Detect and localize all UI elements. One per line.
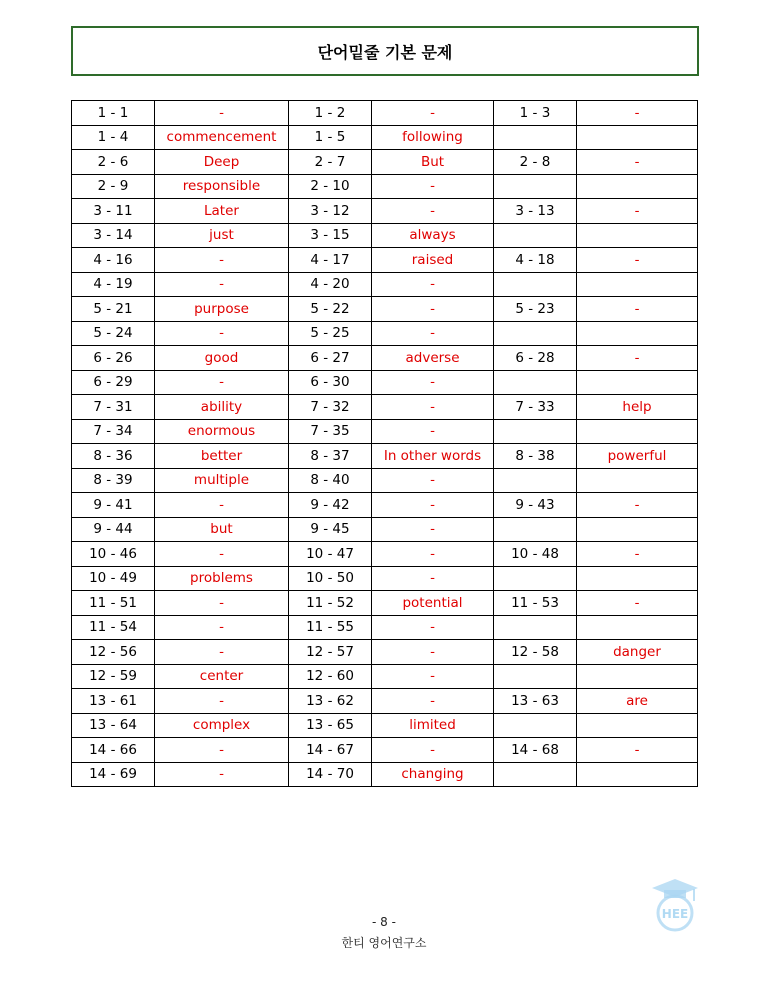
answer-cell <box>577 272 698 297</box>
answer-cell: Later <box>155 199 289 224</box>
answer-cell: - <box>577 542 698 567</box>
answer-cell <box>577 517 698 542</box>
answer-cell: - <box>372 640 494 665</box>
question-number-cell: 13 - 61 <box>72 689 155 714</box>
answer-cell: - <box>155 370 289 395</box>
answer-cell: limited <box>372 713 494 738</box>
question-number-cell: 7 - 35 <box>289 419 372 444</box>
answer-table <box>71 100 698 787</box>
answer-cell: ability <box>155 395 289 420</box>
answer-cell: - <box>155 321 289 346</box>
question-number-cell: 2 - 9 <box>72 174 155 199</box>
question-number-cell: 8 - 38 <box>494 444 577 469</box>
answer-cell <box>577 223 698 248</box>
answer-cell: - <box>155 591 289 616</box>
table-row <box>72 542 698 567</box>
question-number-cell: 3 - 13 <box>494 199 577 224</box>
answer-cell: good <box>155 346 289 371</box>
table-row <box>72 468 698 493</box>
answer-cell: - <box>577 199 698 224</box>
answer-cell: - <box>155 542 289 567</box>
question-number-cell: 5 - 25 <box>289 321 372 346</box>
question-number-cell: 9 - 43 <box>494 493 577 518</box>
answer-cell: changing <box>372 762 494 787</box>
table-row <box>72 517 698 542</box>
answer-cell <box>577 713 698 738</box>
answer-cell: - <box>155 101 289 126</box>
question-number-cell: 11 - 51 <box>72 591 155 616</box>
page-title-box <box>71 26 699 76</box>
question-number-cell <box>494 419 577 444</box>
question-number-cell: 12 - 56 <box>72 640 155 665</box>
question-number-cell: 14 - 69 <box>72 762 155 787</box>
question-number-cell: 1 - 2 <box>289 101 372 126</box>
answer-cell: adverse <box>372 346 494 371</box>
question-number-cell <box>494 321 577 346</box>
question-number-cell: 11 - 53 <box>494 591 577 616</box>
answer-cell: - <box>372 419 494 444</box>
question-number-cell <box>494 517 577 542</box>
question-number-cell: 5 - 23 <box>494 297 577 322</box>
question-number-cell: 2 - 7 <box>289 150 372 175</box>
answer-cell: - <box>155 738 289 763</box>
page-title: 단어밑줄 기본 문제 <box>317 42 453 62</box>
question-number-cell: 14 - 68 <box>494 738 577 763</box>
answer-cell: but <box>155 517 289 542</box>
answer-cell <box>577 762 698 787</box>
question-number-cell: 1 - 3 <box>494 101 577 126</box>
question-number-cell: 4 - 17 <box>289 248 372 273</box>
answer-cell <box>577 468 698 493</box>
question-number-cell: 6 - 28 <box>494 346 577 371</box>
answer-cell: - <box>372 517 494 542</box>
question-number-cell: 1 - 5 <box>289 125 372 150</box>
question-number-cell <box>494 468 577 493</box>
table-row <box>72 272 698 297</box>
question-number-cell: 2 - 8 <box>494 150 577 175</box>
question-number-cell: 1 - 4 <box>72 125 155 150</box>
question-number-cell: 3 - 11 <box>72 199 155 224</box>
answer-cell <box>577 174 698 199</box>
answer-cell: - <box>372 689 494 714</box>
question-number-cell <box>494 566 577 591</box>
table-row <box>72 370 698 395</box>
table-row <box>72 321 698 346</box>
question-number-cell: 2 - 10 <box>289 174 372 199</box>
answer-cell: In other words <box>372 444 494 469</box>
answer-cell: - <box>155 248 289 273</box>
question-number-cell: 6 - 30 <box>289 370 372 395</box>
answer-cell: - <box>155 493 289 518</box>
page-number: - 8 - <box>372 915 396 929</box>
answer-cell: - <box>372 297 494 322</box>
question-number-cell: 12 - 59 <box>72 664 155 689</box>
table-row <box>72 174 698 199</box>
question-number-cell <box>494 272 577 297</box>
question-number-cell <box>494 174 577 199</box>
answer-cell: - <box>155 640 289 665</box>
question-number-cell: 4 - 20 <box>289 272 372 297</box>
question-number-cell <box>494 125 577 150</box>
question-number-cell: 3 - 15 <box>289 223 372 248</box>
question-number-cell: 8 - 37 <box>289 444 372 469</box>
table-row <box>72 248 698 273</box>
table-row <box>72 738 698 763</box>
question-number-cell: 7 - 32 <box>289 395 372 420</box>
answer-cell: - <box>155 272 289 297</box>
answer-cell <box>577 615 698 640</box>
answer-cell: raised <box>372 248 494 273</box>
answer-cell: always <box>372 223 494 248</box>
question-number-cell: 3 - 14 <box>72 223 155 248</box>
question-number-cell <box>494 664 577 689</box>
table-row <box>72 150 698 175</box>
answer-cell: - <box>372 468 494 493</box>
answer-cell: danger <box>577 640 698 665</box>
question-number-cell: 1 - 1 <box>72 101 155 126</box>
question-number-cell: 11 - 54 <box>72 615 155 640</box>
question-number-cell: 11 - 52 <box>289 591 372 616</box>
question-number-cell: 6 - 27 <box>289 346 372 371</box>
answer-cell: powerful <box>577 444 698 469</box>
table-row <box>72 689 698 714</box>
question-number-cell: 10 - 49 <box>72 566 155 591</box>
answer-cell: help <box>577 395 698 420</box>
table-row <box>72 640 698 665</box>
answer-cell: - <box>577 101 698 126</box>
answer-cell <box>577 321 698 346</box>
answer-cell: - <box>372 738 494 763</box>
answer-cell: - <box>372 101 494 126</box>
question-number-cell: 2 - 6 <box>72 150 155 175</box>
answer-cell: Deep <box>155 150 289 175</box>
answer-cell: - <box>372 174 494 199</box>
answer-cell: are <box>577 689 698 714</box>
answer-cell: - <box>577 738 698 763</box>
question-number-cell <box>494 615 577 640</box>
question-number-cell: 4 - 19 <box>72 272 155 297</box>
answer-cell <box>577 125 698 150</box>
question-number-cell <box>494 762 577 787</box>
answer-cell: multiple <box>155 468 289 493</box>
answer-cell <box>577 566 698 591</box>
answer-cell <box>577 370 698 395</box>
question-number-cell: 5 - 24 <box>72 321 155 346</box>
question-number-cell: 3 - 12 <box>289 199 372 224</box>
answer-cell: - <box>372 272 494 297</box>
question-number-cell: 12 - 60 <box>289 664 372 689</box>
question-number-cell <box>494 370 577 395</box>
answer-cell: - <box>155 689 289 714</box>
answer-cell: problems <box>155 566 289 591</box>
question-number-cell: 5 - 22 <box>289 297 372 322</box>
question-number-cell: 11 - 55 <box>289 615 372 640</box>
question-number-cell <box>494 713 577 738</box>
question-number-cell: 13 - 62 <box>289 689 372 714</box>
answer-cell: following <box>372 125 494 150</box>
question-number-cell: 14 - 67 <box>289 738 372 763</box>
answer-cell: commencement <box>155 125 289 150</box>
answer-cell: complex <box>155 713 289 738</box>
answer-cell: just <box>155 223 289 248</box>
question-number-cell <box>494 223 577 248</box>
answer-cell: - <box>155 762 289 787</box>
question-number-cell: 7 - 34 <box>72 419 155 444</box>
table-row <box>72 615 698 640</box>
question-number-cell: 8 - 39 <box>72 468 155 493</box>
question-number-cell: 9 - 41 <box>72 493 155 518</box>
answer-cell: potential <box>372 591 494 616</box>
question-number-cell: 14 - 66 <box>72 738 155 763</box>
answer-cell <box>577 664 698 689</box>
answer-cell: - <box>372 664 494 689</box>
answer-cell: - <box>577 150 698 175</box>
table-row <box>72 125 698 150</box>
answer-cell: - <box>372 199 494 224</box>
question-number-cell: 7 - 33 <box>494 395 577 420</box>
table-row <box>72 591 698 616</box>
answer-cell <box>577 419 698 444</box>
table-row <box>72 493 698 518</box>
answer-cell: But <box>372 150 494 175</box>
question-number-cell: 10 - 48 <box>494 542 577 567</box>
question-number-cell: 4 - 16 <box>72 248 155 273</box>
question-number-cell: 13 - 65 <box>289 713 372 738</box>
question-number-cell: 12 - 57 <box>289 640 372 665</box>
footer-institute: 한티 영어연구소 <box>341 936 427 950</box>
logo-text: HEE <box>661 907 689 921</box>
answer-cell: - <box>155 615 289 640</box>
answer-cell: - <box>372 395 494 420</box>
question-number-cell: 10 - 46 <box>72 542 155 567</box>
question-number-cell: 10 - 47 <box>289 542 372 567</box>
question-number-cell: 8 - 36 <box>72 444 155 469</box>
answer-cell: - <box>577 493 698 518</box>
table-row <box>72 297 698 322</box>
answer-cell: - <box>577 591 698 616</box>
answer-cell: better <box>155 444 289 469</box>
answer-cell: - <box>577 248 698 273</box>
question-number-cell: 7 - 31 <box>72 395 155 420</box>
answer-cell: - <box>577 297 698 322</box>
question-number-cell: 5 - 21 <box>72 297 155 322</box>
question-number-cell: 13 - 63 <box>494 689 577 714</box>
table-row <box>72 223 698 248</box>
question-number-cell: 12 - 58 <box>494 640 577 665</box>
answer-cell: purpose <box>155 297 289 322</box>
table-row <box>72 346 698 371</box>
answer-cell: - <box>372 321 494 346</box>
table-row <box>72 762 698 787</box>
answer-cell: - <box>372 542 494 567</box>
answer-cell: - <box>372 615 494 640</box>
answer-cell: - <box>372 370 494 395</box>
table-row <box>72 395 698 420</box>
question-number-cell: 8 - 40 <box>289 468 372 493</box>
table-row <box>72 664 698 689</box>
question-number-cell: 9 - 42 <box>289 493 372 518</box>
table-row <box>72 419 698 444</box>
question-number-cell: 13 - 64 <box>72 713 155 738</box>
question-number-cell: 10 - 50 <box>289 566 372 591</box>
answer-cell: enormous <box>155 419 289 444</box>
question-number-cell: 6 - 29 <box>72 370 155 395</box>
answer-cell: - <box>372 493 494 518</box>
question-number-cell: 9 - 44 <box>72 517 155 542</box>
question-number-cell: 4 - 18 <box>494 248 577 273</box>
question-number-cell: 14 - 70 <box>289 762 372 787</box>
question-number-cell: 9 - 45 <box>289 517 372 542</box>
table-row <box>72 101 698 126</box>
table-row <box>72 566 698 591</box>
question-number-cell: 6 - 26 <box>72 346 155 371</box>
table-row <box>72 713 698 738</box>
table-row <box>72 444 698 469</box>
answer-cell: responsible <box>155 174 289 199</box>
table-row <box>72 199 698 224</box>
answer-cell: center <box>155 664 289 689</box>
answer-cell: - <box>577 346 698 371</box>
answer-cell: - <box>372 566 494 591</box>
